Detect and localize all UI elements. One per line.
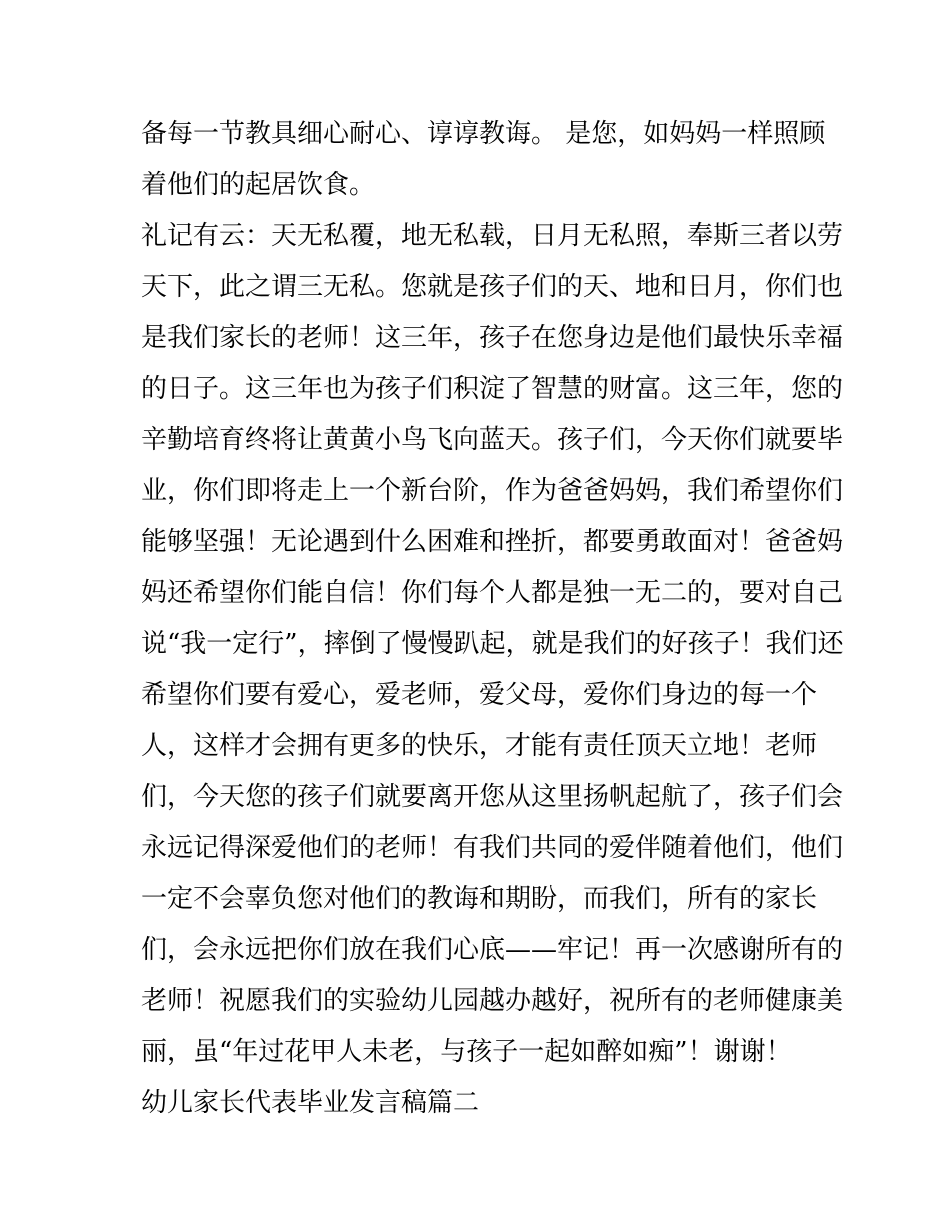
paragraph-line: 说“我一定行”，摔倒了慢慢趴起，就是我们的好孩子！我们还 [141, 629, 844, 659]
paragraph-line: 能够坚强！无论遇到什么困难和挫折，都要勇敢面对！爸爸妈 [141, 527, 844, 557]
document-body [141, 109, 844, 1129]
paragraph-line: 们，会永远把你们放在我们心底——牢记！再一次感谢所有的 [141, 935, 844, 965]
paragraph-line: 一定不会辜负您对他们的教诲和期盼，而我们，所有的家长 [141, 884, 818, 914]
paragraph-line: 丽，虽“年过花甲人未老，与孩子一起如醉如痴”！谢谢！ [141, 1037, 792, 1067]
paragraph-line: 们，今天您的孩子们就要离开您从这里扬帆起航了，孩子们会 [141, 782, 844, 812]
paragraph-line: 希望你们要有爱心，爱老师，爱父母，爱你们身边的每一个 [141, 680, 818, 710]
section-heading: 幼儿家长代表毕业发言稿篇二 [141, 1088, 480, 1118]
paragraph-line: 是我们家长的老师！这三年，孩子在您身边是他们最快乐幸福 [141, 323, 844, 353]
paragraph-line: 礼记有云：天无私覆，地无私载，日月无私照，奉斯三者以劳 [141, 221, 844, 251]
paragraph-line: 天下，此之谓三无私。您就是孩子们的天、地和日月，你们也 [141, 272, 844, 302]
paragraph-line: 的日子。这三年也为孩子们积淀了智慧的财富。这三年，您的 [141, 374, 844, 404]
paragraph-line: 着他们的起居饮食。 [141, 170, 376, 200]
paragraph-line: 备每一节教具细心耐心、谆谆教诲。 是您，如妈妈一样照顾 [141, 119, 826, 149]
paragraph-line: 妈还希望你们能自信！你们每个人都是独一无二的，要对自己 [141, 578, 844, 608]
paragraph-line: 老师！祝愿我们的实验幼儿园越办越好，祝所有的老师健康美 [141, 986, 844, 1016]
paragraph-line: 业，你们即将走上一个新台阶，作为爸爸妈妈，我们希望你们 [141, 476, 844, 506]
paragraph-line: 辛勤培育终将让黄黄小鸟飞向蓝天。孩子们，今天你们就要毕 [141, 425, 844, 455]
paragraph-line: 永远记得深爱他们的老师！有我们共同的爱伴随着他们，他们 [141, 833, 844, 863]
paragraph-line: 人，这样才会拥有更多的快乐，才能有责任顶天立地！老师 [141, 731, 818, 761]
